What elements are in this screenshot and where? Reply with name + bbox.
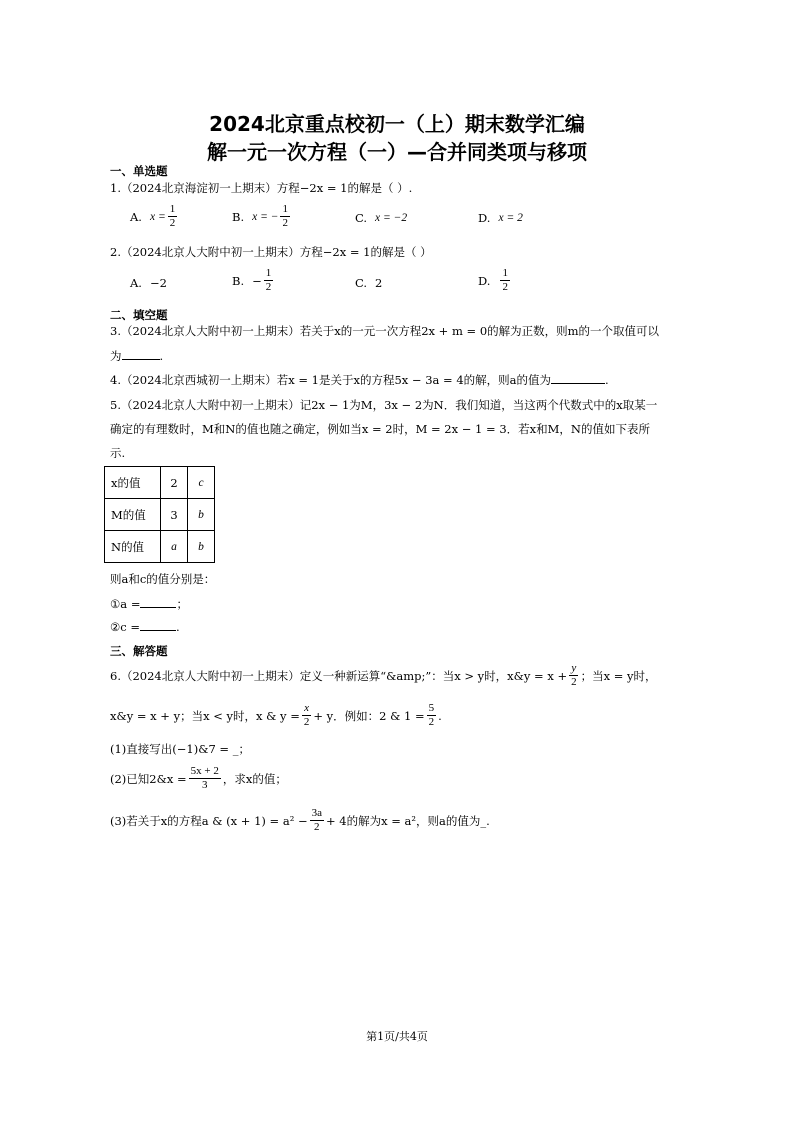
table-cell: M的值 [105, 499, 161, 531]
table-cell: N的值 [105, 531, 161, 563]
value-table [104, 466, 215, 563]
fraction: $\frac{3a}{2}$ [311, 807, 322, 833]
fraction: $\frac{1}{2}$ [282, 203, 288, 229]
question-3-line-1: 3.（2024北京人大附中初一上期末）若关于x的一元一次方程2x + m = 0的解为正数，则m的一个取值可以 [110, 324, 660, 338]
section-fill-blank: 二、填空题 [110, 308, 168, 322]
section-answer: 三、解答题 [110, 644, 168, 658]
section-single-choice: 一、单选题 [110, 164, 168, 178]
table-row [105, 499, 215, 531]
table-cell: b [188, 531, 215, 563]
answer-blank [140, 597, 176, 608]
question-2-option-c: C. 2 [355, 276, 383, 290]
question-6-part-2: (2)已知2&x = $\frac{5x + 2}{3}$ ，求x的值； [110, 765, 287, 791]
table-row [105, 531, 215, 563]
question-5-item-2: ②c = . [110, 620, 180, 634]
question-5-line-1: 5.（2024北京人大附中初一上期末）记2x − 1为M，3x − 2为N．我们知道，当这两个代数式中的x取某一 [110, 398, 658, 412]
question-4-text: 4.（2024北京西城初一上期末）若x = 1是关于x的方程5x − 3a = 4的解，则a的值为 . [110, 373, 609, 387]
question-3-line-2: 为 . [110, 349, 164, 363]
answer-blank [551, 373, 605, 384]
question-5-line-2: 确定的有理数时，M和N的值也随之确定，例如当x = 2时，M = 2x − 1 = 3．若x和M，N的值如下表所 [110, 422, 650, 436]
fraction: $\frac{5}{2}$ [428, 702, 435, 728]
fraction: $\frac{1}{2}$ [169, 203, 176, 229]
fraction: $\frac{1}{2}$ [502, 267, 508, 293]
fraction: $\frac{x}{2}$ [303, 702, 310, 728]
question-2-option-b: B. − $\frac{1}{2}$ [232, 267, 272, 293]
question-5-after: 则a和c的值分别是： [110, 572, 216, 586]
answer-blank [140, 620, 176, 631]
question-6-part-3: (3)若关于x的方程a & (x + 1) = a² − $\frac{3a}{2}$ + 4的解为x = a²，则a的值为_. [110, 807, 490, 833]
question-1-option-c: C. x = −2 [355, 211, 408, 225]
table-cell: 2 [161, 467, 188, 499]
question-2-option-d: D. $\frac{1}{2}$ [478, 267, 508, 293]
question-1-option-a: A. x = $\frac{1}{2}$ [130, 203, 176, 229]
question-2-option-a: A. −2 [130, 276, 167, 290]
table-cell: c [188, 467, 215, 499]
document-subtitle: 解一元一次方程（一）—合并同类项与移项 [207, 140, 587, 164]
question-6-part-1: (1)直接写出(−1)&7 = _； [110, 742, 250, 756]
table-cell: a [161, 531, 188, 563]
question-1-text: 1.（2024北京海淀初一上期末）方程−2x = 1的解是（ ）. [110, 181, 413, 195]
question-5-item-1: ①a = ； [110, 597, 188, 611]
fraction: $\frac{5x + 2}{3}$ [190, 765, 219, 791]
document-title: 2024北京重点校初一（上）期末数学汇编 [209, 112, 585, 136]
answer-blank [122, 349, 160, 360]
question-1-option-b: B. x = − $\frac{1}{2}$ [232, 203, 288, 229]
table-cell: 3 [161, 499, 188, 531]
question-1-option-d: D. x = 2 [478, 211, 523, 225]
table-cell: b [188, 499, 215, 531]
question-6-line-2: x&y = x + y；当x < y时，x & y = $\frac{x}{2}$ + y．例如：2 & 1 = $\frac{5}{2}$ . [110, 702, 442, 728]
question-2-text: 2.（2024北京人大附中初一上期末）方程−2x = 1的解是（ ） [110, 245, 432, 259]
question-6-line-1: 6.（2024北京人大附中初一上期末）定义一种新运算“&amp;”：当x > y时，x&y = x + $\frac{y}{2}$ ；当x = y时， [110, 662, 657, 688]
table-cell: x的值 [105, 467, 161, 499]
page-number: 第1页/共4页 [366, 1030, 428, 1043]
table-row [105, 467, 215, 499]
question-5-line-3: 示. [110, 446, 126, 460]
fraction: $\frac{1}{2}$ [265, 267, 272, 293]
fraction: $\frac{y}{2}$ [571, 662, 577, 688]
